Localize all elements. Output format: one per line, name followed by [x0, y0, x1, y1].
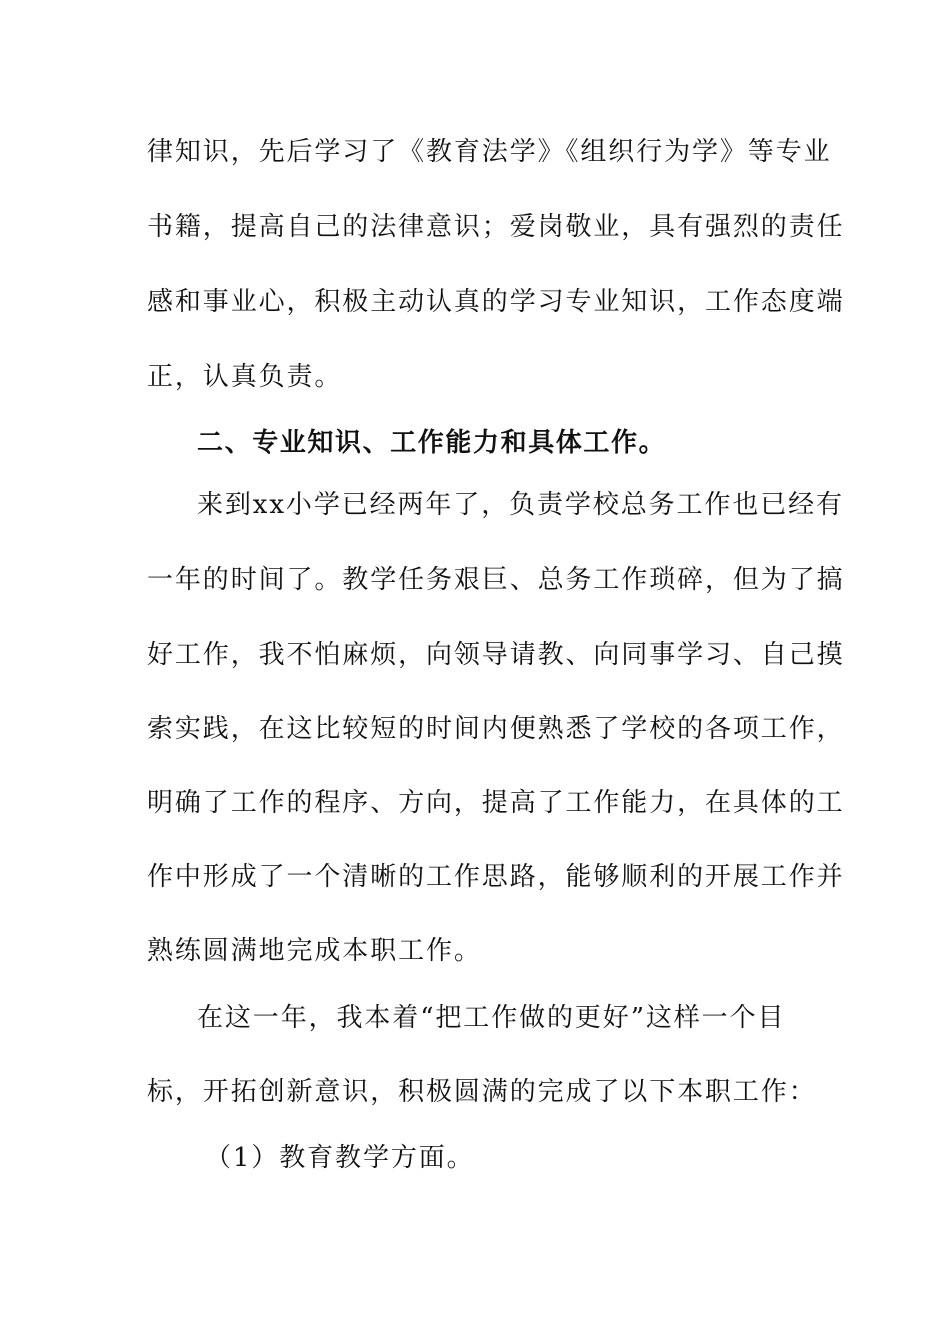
- text-line: 书籍，提高自己的法律意识；爱岗敬业，具有强烈的责任: [147, 212, 845, 242]
- text-line: 好工作，我不怕麻烦，向领导请教、向同事学习、自己摸: [147, 640, 845, 670]
- subsection-heading: （1）教育教学方面。: [205, 1143, 475, 1173]
- text-line: 正，认真负责。: [147, 362, 343, 392]
- text-line: 明确了工作的程序、方向，提高了工作能力，在具体的工: [147, 788, 845, 818]
- text-line: 作中形成了一个清晰的工作思路，能够顺利的开展工作并: [147, 862, 845, 892]
- paragraph-first-line: 在这一年，我本着“把工作做的更好”这样一个目: [197, 1003, 786, 1033]
- text-line: 标，开拓创新意识，积极圆满的完成了以下本职工作：: [147, 1077, 817, 1107]
- text-line: 感和事业心，积极主动认真的学习专业知识，工作态度端: [147, 287, 845, 317]
- text-line: 律知识，先后学习了《教育法学》《组织行为学》等专业: [147, 137, 832, 167]
- text-line: 索实践，在这比较短的时间内便熟悉了学校的各项工作，: [147, 714, 845, 744]
- paragraph-first-line: 来到xx小学已经两年了，负责学校总务工作也已经有: [197, 490, 844, 520]
- text-line: 熟练圆满地完成本职工作。: [147, 936, 482, 966]
- text-line: 一年的时间了。教学任务艰巨、总务工作琐碎，但为了搞: [147, 565, 845, 595]
- section-heading: 二、专业知识、工作能力和具体工作。: [197, 428, 667, 458]
